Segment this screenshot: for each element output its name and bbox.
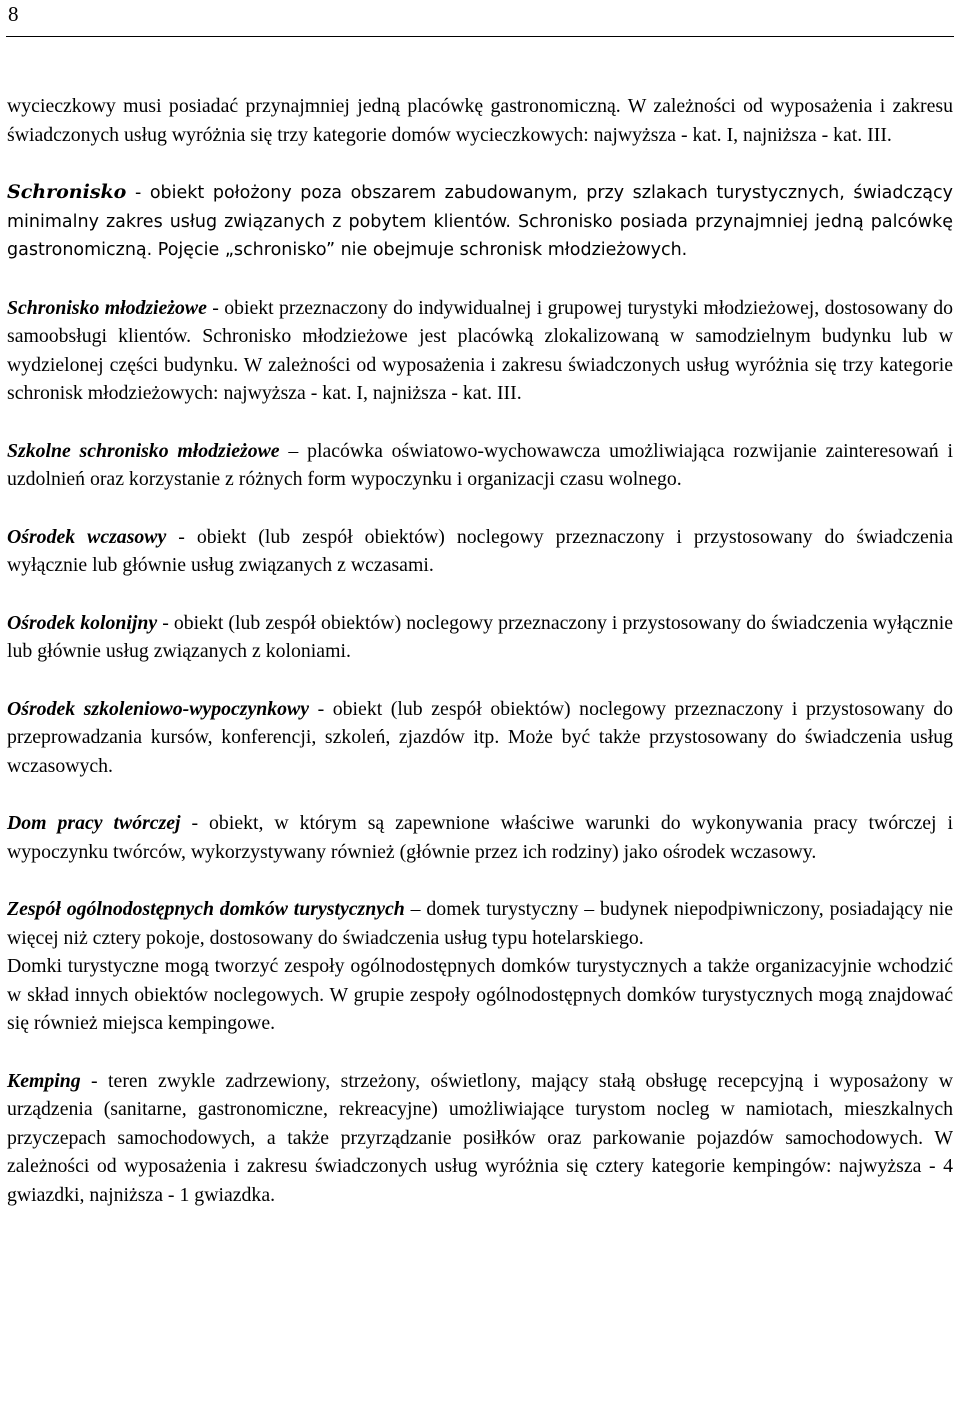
term-zespol-domkow: Zespół ogólnodostępnych domków turystycznych <box>7 898 405 920</box>
paragraph-text: - obiekt przeznaczony do indywidualnej i grupowej turystyki młodzieżowej, dostosowany do samoobsługi klientów. Schronisko młodzieżowe jest placówką zlokalizowaną w samodzielnym budynku lub w wydzielonej części budynku. W zależności od wyposażenia i zakresu świadczonych usług wyróżnia się trzy kategorie schronisk młodzieżowych: najwyższa - kat. I, najniższa - kat. III. <box>7 296 953 404</box>
paragraph-domki-turystyczne <box>7 952 953 1038</box>
term-szkolne-schronisko: Szkolne schronisko młodzieżowe <box>7 439 280 462</box>
paragraph-text: - teren zwykle zadrzewiony, strzeżony, oświetlony, mający stałą obsługę recepcyjną i wyposażony w urządzenia (sanitarne, gastronomiczne, rekreacyjne) umożliwiające turystom nocleg w namiotach, mieszkalnych przyczepach samochodowych, a także przyrządzanie posiłków oraz parkowanie pojazdów samochodowych. W zależności od wyposażenia i zakresu świadczonych usług wyróżnia się cztery kategorie kempingów: najwyższa - 4 gwiazdki, najniższa - 1 gwiazdka. <box>7 1069 953 1206</box>
paragraph-intro <box>7 92 953 149</box>
paragraph-szkolne-schronisko <box>7 437 953 494</box>
paragraph-zespol-domkow <box>7 895 953 952</box>
paragraph-text: Domki turystyczne mogą tworzyć zespoły ogólnodostępnych domków turystycznych a także organizacyjnie wchodzić w skład innych obiektów noclegowych. W grupie zespoły ogólnodostępnych domków turystycznych mogą znajdować się również miejsca kempingowe. <box>7 955 953 1034</box>
paragraph-osrodek-wczasowy <box>7 523 953 580</box>
term-schronisko-mlodziezowe: Schronisko młodzieżowe <box>7 296 207 319</box>
paragraph-text: - obiekt położony poza obszarem zabudowanym, przy szlakach turystycznych, świadczący minimalny zakres usług związanych z pobytem klientów. Schronisko posiada przynajmniej jedną palcówkę gastronomiczną. Pojęcie „schronisko” nie obejmuje schronisk młodzieżowych. <box>7 183 953 260</box>
term-dom-pracy-tworczej: Dom pracy twórczej <box>7 812 181 834</box>
document-body <box>7 92 953 1209</box>
paragraph-osrodek-szkoleniowy <box>7 695 953 781</box>
paragraph-text: – domek turystyczny – budynek niepodpiwniczony, posiadający nie więcej niż cztery pokoje, dostosowany do świadczenia usług typu hotelarskiego. <box>7 898 953 949</box>
term-osrodek-wczasowy: Ośrodek wczasowy <box>7 525 167 548</box>
paragraph-text: - obiekt (lub zespół obiektów) noclegowy przeznaczony i przystosowany do świadczenia wyłącznie lub głównie usług związanych z wczasami. <box>7 525 953 576</box>
term-osrodek-kolonijny: Ośrodek kolonijny <box>7 611 158 634</box>
paragraph-osrodek-kolonijny <box>7 609 953 666</box>
paragraph-schronisko <box>7 178 953 265</box>
paragraph-text: - obiekt, w którym są zapewnione właściwe warunki do wykonywania pracy twórczej i wypoczynku twórców, wykorzystywany również (głównie przez ich rodziny) jako ośrodek wczasowy. <box>7 812 953 863</box>
page-number: 8 <box>8 2 19 26</box>
term-kemping: Kemping <box>7 1069 81 1092</box>
page-header <box>6 0 954 37</box>
paragraph-text: – placówka oświatowo-wychowawcza umożliwiająca rozwijanie zainteresowań i uzdolnień oraz korzystanie z różnych form wypoczynku i organizacji czasu wolnego. <box>7 439 953 490</box>
paragraph-text: wycieczkowy musi posiadać przynajmniej jedną placówkę gastronomiczną. W zależności od wyposażenia i zakresu świadczonych usług wyróżnia się trzy kategorie domów wycieczkowych: najwyższa - kat. I, najniższa - kat. III. <box>7 95 953 146</box>
paragraph-text: - obiekt (lub zespół obiektów) noclegowy przeznaczony i przystosowany do świadczenia wyłącznie lub głównie usług związanych z koloniami. <box>7 611 953 662</box>
paragraph-schronisko-mlodziezowe <box>7 294 953 408</box>
term-osrodek-szkoleniowy: Ośrodek szkoleniowo-wypoczynkowy <box>7 697 310 720</box>
paragraph-kemping <box>7 1067 953 1210</box>
term-schronisko: Schronisko <box>7 181 127 203</box>
paragraph-dom-pracy-tworczej <box>7 809 953 866</box>
paragraph-text: - obiekt (lub zespół obiektów) noclegowy przeznaczony i przystosowany do przeprowadzania kursów, konferencji, szkoleń, zjazdów itp. Może być także przystosowany do świadczenia usług wczasowych. <box>7 697 953 777</box>
